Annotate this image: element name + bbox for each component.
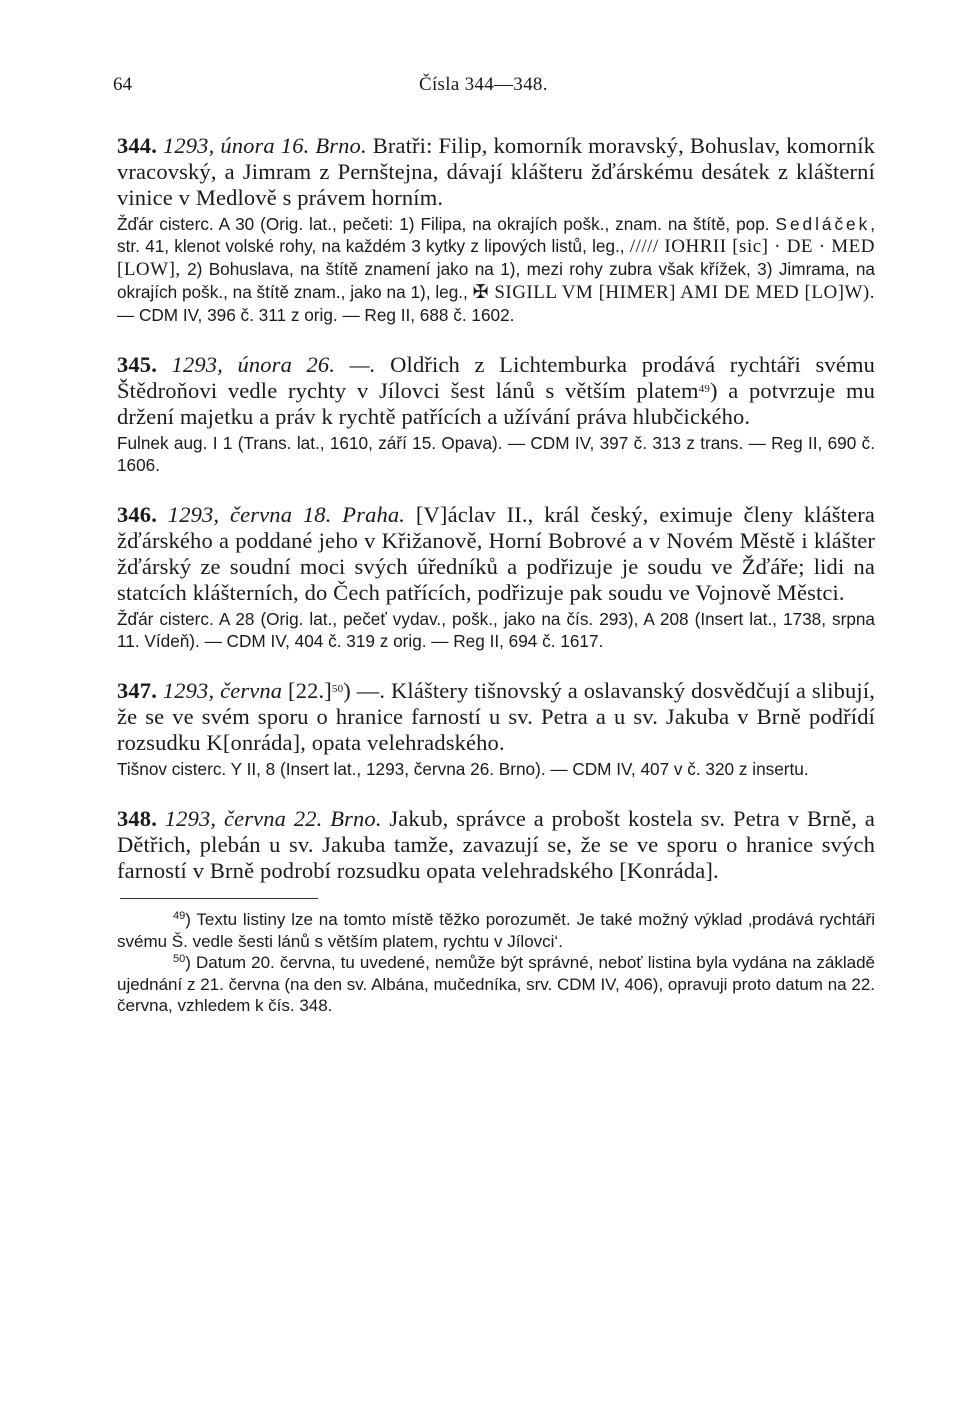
entry-number: 346. bbox=[117, 502, 157, 527]
footnote-text: ) Textu listiny lze na tomto místě těžko porozumět. Je také možný výklad ‚prodává rychtáři svému Š. vedle šesti lánů s větším platem, rychtu v Jílovci‘. bbox=[117, 910, 875, 951]
entry-regest bbox=[117, 806, 875, 884]
source-text: , str. 41, klenot volské rohy, na každém 3 kytky z lipových listů, leg., bbox=[117, 214, 875, 256]
entry-346 bbox=[117, 502, 875, 652]
entry-date: 1293, června 18. Praha. bbox=[167, 502, 406, 527]
entry-date: 1293, února 26. —. bbox=[171, 352, 376, 377]
entry-body: Jakub, správce a probošt kostela sv. Petra v Brně, a Dětřich, plebán u sv. Jakuba tamže, zavazují se, že se ve sporu o hranice svých farností v Brně podrobí rozsudku opata velehradského [Konráda]. bbox=[117, 806, 875, 883]
footnote-ref: 49 bbox=[698, 382, 710, 395]
page-content bbox=[117, 133, 875, 1017]
entry-347 bbox=[117, 678, 875, 780]
source-text: — CDM IV, 396 č. 311 z orig. — Reg II, 688 č. 1602. bbox=[117, 305, 515, 325]
footnote-mark: 49 bbox=[173, 909, 186, 922]
entry-body: [V]áclav II., král český, eximuje členy kláštera žďárského a poddané jeho v Křižanově, Horní Bobrové a v Novém Městě i klášter žďárský ze soudní moci svých úředníků a podřizuje je soudu ve Žďáře; lidi na statcích klášterních, do Čech patřících, podřizuje pak soudu ve Vojnově Městci. bbox=[117, 502, 875, 605]
footnote-mark: 50 bbox=[173, 952, 186, 965]
page-number: 64 bbox=[113, 74, 132, 95]
entry-source: Fulnek aug. I 1 (Trans. lat., 1610, září 15. Opava). — CDM IV, 397 č. 313 z trans. — Reg II, 690 č. 1606. bbox=[117, 433, 875, 475]
footnote-50 bbox=[117, 952, 875, 1017]
entry-number: 345. bbox=[117, 352, 157, 377]
entry-date: 1293, června 22. Brno. bbox=[164, 806, 382, 831]
source-text: 2) Bohuslava, na štítě znamení jako na 1), mezi rohy zubra však křížek, 3) Jimrama, na okrajích pošk., na štítě znam., jako na 1), leg., bbox=[117, 259, 875, 302]
seal-legend: ✠ SIGILL VM [HIMER] AMI DE MED [LO]W). bbox=[472, 282, 876, 303]
footnotes bbox=[117, 898, 875, 1017]
entry-date-bracket: [22.] bbox=[288, 678, 332, 703]
seal-legend: ///// IOHRII [sic] · DE · MED [LOW], bbox=[117, 236, 875, 280]
footnote-text: ) Datum 20. června, tu uvedené, nemůže být správné, neboť listina byla vydána na základě ujednání z 21. června (na den sv. Albána, mučedníka, srv. CDM IV, 406), opravuji proto datum na 22. června, vzhledem k čís. 348. bbox=[117, 953, 875, 1015]
entry-source: Tišnov cisterc. Y II, 8 (Insert lat., 1293, června 26. Brno). — CDM IV, 407 v č. 320 z insertu. bbox=[117, 759, 809, 779]
footnote-49 bbox=[117, 909, 875, 952]
entry-number: 344. bbox=[117, 133, 157, 158]
entry-regest bbox=[117, 133, 875, 211]
entry-source: Žďár cisterc. A 28 (Orig. lat., pečeť vydav., pošk., jako na čís. 293), A 208 (Insert lat., 1738, srpna 11. Vídeň). — CDM IV, 404 č. 319 z orig. — Reg II, 694 č. 1617. bbox=[117, 609, 875, 651]
entry-source bbox=[117, 213, 875, 326]
entry-regest bbox=[117, 502, 875, 606]
source-text: Žďár cisterc. A 30 (Orig. lat., pečeti: 1) Filipa, na okrajích pošk., znam. na štítě, pop. bbox=[117, 214, 770, 234]
entry-body: Kláštery tišnovský a oslavanský dosvědčují a slibují, že se ve svém sporu o hranice farností u sv. Petra a u sv. Jakuba v Brně podřídí rozsudku K[onráda], opata velehradského. bbox=[117, 678, 875, 755]
entry-body: Oldřich z Lichtemburka prodává rychtáři svému Štědroňovi vedle rychty v Jílovci šest lánů s větším platem bbox=[117, 352, 876, 403]
source-author: Sedláček bbox=[775, 214, 871, 234]
entry-date-end: ) —. bbox=[343, 678, 386, 703]
entry-body: ) a potvrzuje mu držení majetku a práv k rychtě patřících a užívání práva hlubčického. bbox=[117, 378, 875, 429]
entry-344 bbox=[117, 133, 875, 326]
entry-date: 1293, února 16. Brno. bbox=[162, 133, 367, 158]
entry-number: 347. bbox=[117, 678, 157, 703]
footnote-rule bbox=[120, 898, 318, 899]
entry-body: Bratři: Filip, komorník moravský, Bohuslav, komorník vracovský, a Jimram z Pernštejna, dávají klášteru žďárskému desátek z klášterní vinice v Medlově s právem horním. bbox=[117, 133, 876, 210]
running-title: Čísla 344—348. bbox=[419, 74, 548, 95]
entry-345 bbox=[117, 352, 875, 476]
entry-regest bbox=[117, 678, 875, 756]
entry-number: 348. bbox=[117, 806, 157, 831]
entry-regest bbox=[117, 352, 875, 430]
footnote-ref: 50 bbox=[331, 682, 344, 695]
entry-date: 1293, června bbox=[162, 678, 283, 703]
entry-348 bbox=[117, 806, 875, 884]
